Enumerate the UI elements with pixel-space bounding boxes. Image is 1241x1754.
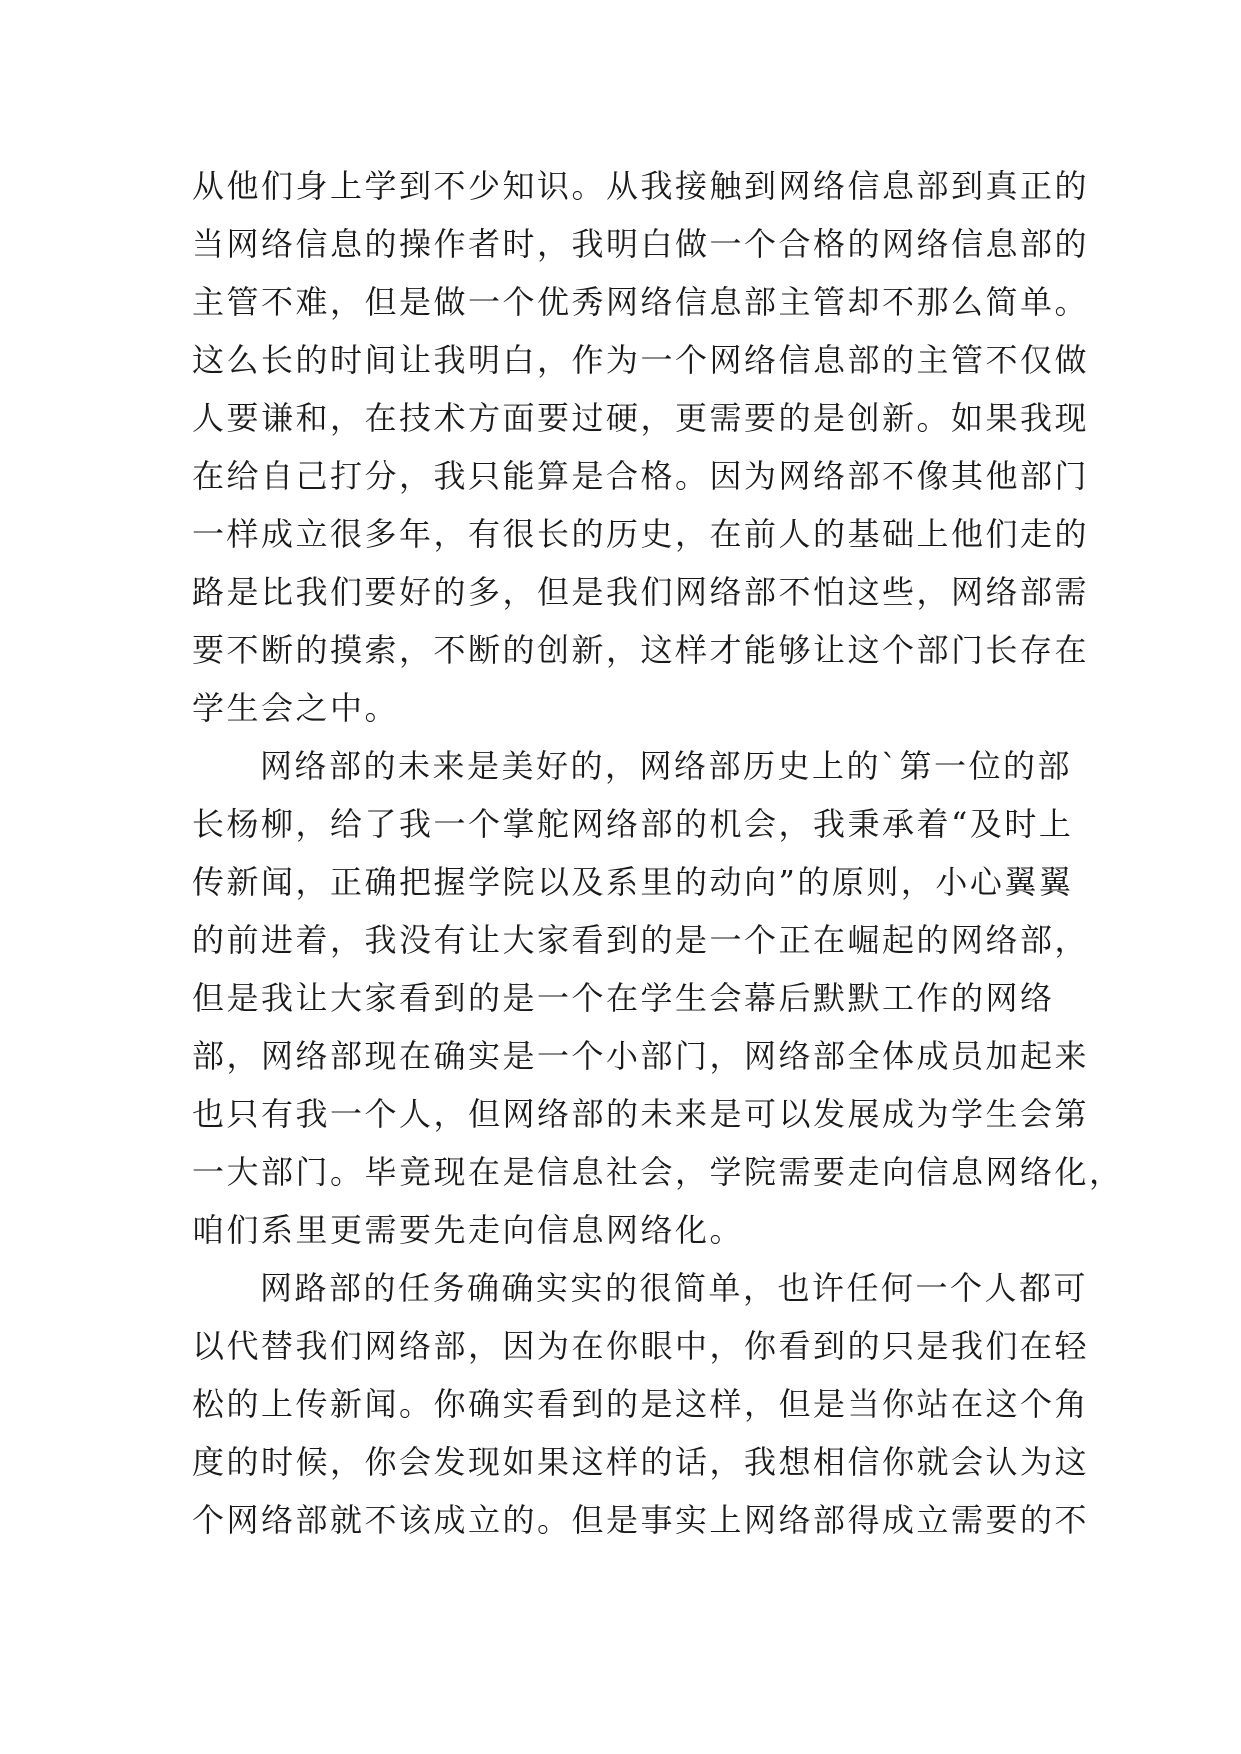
text-line: 学生会之中。 bbox=[192, 689, 400, 727]
text-line: 主管不难，但是做一个优秀网络信息部主管却不那么简单。 bbox=[192, 283, 1090, 321]
text-line: 这么长的时间让我明白，作为一个网络信息部的主管不仅做 bbox=[192, 341, 1090, 379]
text-line: 但是我让大家看到的是一个在学生会幕后默默工作的网络 bbox=[192, 979, 1055, 1017]
text-line: 的前进着，我没有让大家看到的是一个正在崛起的网络部， bbox=[192, 921, 1090, 959]
text-line: 当网络信息的操作者时，我明白做一个合格的网络信息部的 bbox=[192, 225, 1090, 263]
text-line: 在给自己打分，我只能算是合格。因为网络部不像其他部门 bbox=[192, 457, 1090, 495]
text-line: 长杨柳，给了我一个掌舵网络部的机会，我秉承着“及时上 bbox=[192, 805, 1074, 843]
text-line: 个网络部就不该成立的。但是事实上网络部得成立需要的不 bbox=[192, 1501, 1090, 1539]
paragraph-1 bbox=[192, 157, 1090, 737]
text-line: 一大部门。毕竟现在是信息社会，学院需要走向信息网络化， bbox=[192, 1153, 1124, 1191]
text-line: 要不断的摸索，不断的创新，这样才能够让这个部门长存在 bbox=[192, 631, 1090, 669]
text-line: 松的上传新闻。你确实看到的是这样，但是当你站在这个角 bbox=[192, 1385, 1090, 1423]
text-line: 度的时候，你会发现如果这样的话，我想相信你就会认为这 bbox=[192, 1443, 1090, 1481]
text-line-indented: 网络部的未来是美好的，网络部历史上的`第一位的部 bbox=[260, 747, 1073, 785]
document-body bbox=[192, 157, 1124, 1549]
text-line: 一样成立很多年，有很长的历史，在前人的基础上他们走的 bbox=[192, 515, 1090, 553]
text-line: 从他们身上学到不少知识。从我接触到网络信息部到真正的 bbox=[192, 167, 1090, 205]
text-line: 咱们系里更需要先走向信息网络化。 bbox=[192, 1211, 745, 1249]
paragraph-3 bbox=[192, 1259, 1090, 1549]
text-line: 传新闻，正确把握学院以及系里的动向”的原则，小心翼翼 bbox=[192, 863, 1074, 901]
paragraph-2 bbox=[192, 737, 1124, 1259]
text-line: 路是比我们要好的多，但是我们网络部不怕这些，网络部需 bbox=[192, 573, 1090, 611]
text-line-indented: 网路部的任务确确实实的很简单，也许任何一个人都可 bbox=[260, 1269, 1089, 1307]
text-line: 部，网络部现在确实是一个小部门，网络部全体成员加起来 bbox=[192, 1037, 1090, 1075]
text-line: 也只有我一个人，但网络部的未来是可以发展成为学生会第 bbox=[192, 1095, 1090, 1133]
text-line: 人要谦和，在技术方面要过硬，更需要的是创新。如果我现 bbox=[192, 399, 1090, 437]
text-line: 以代替我们网络部，因为在你眼中，你看到的只是我们在轻 bbox=[192, 1327, 1090, 1365]
